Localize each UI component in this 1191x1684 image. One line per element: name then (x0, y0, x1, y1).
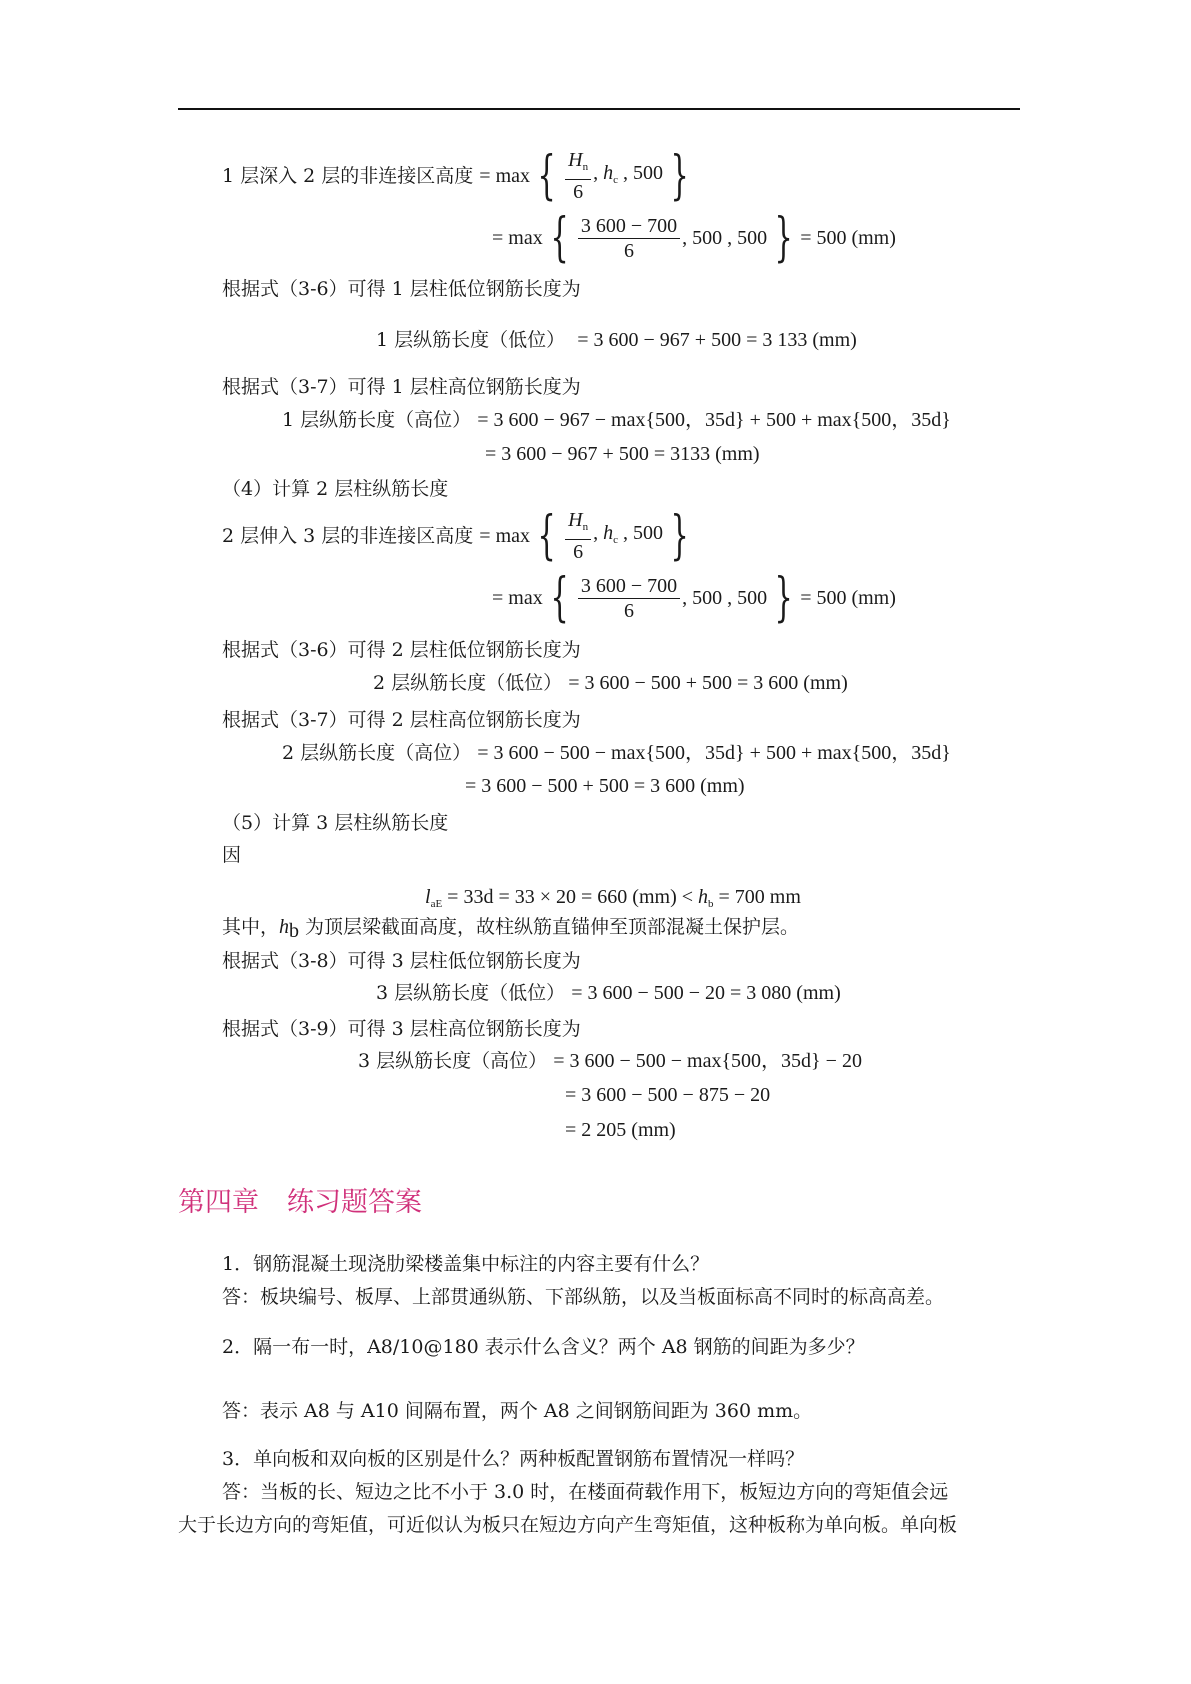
l2-low-formula: 2 层纵筋长度（低位） = 3 600 − 500 + 500 = 3 600 (mm) (373, 672, 848, 694)
chapter-number: 第四章 (178, 1187, 259, 1218)
ref-3-6-a: 根据式（3-6）可得 1 层柱低位钢筋长度为 (222, 278, 581, 300)
l1-high-result: = 3 600 − 967 + 500 = 3133 (mm) (485, 443, 760, 465)
lae-formula: $l_{aE} = 33d = 33 \times 20 = 660$ $(mm) < h_b = 700$ mm (425, 886, 801, 910)
eq2b-line: = max { $\frac{3 600 - 700}{6}$ , 500 , 500 } = 500 (mm) (492, 568, 896, 628)
section-4: （4）计算 2 层柱纵筋长度 (222, 478, 449, 500)
section-5: （5）计算 3 层柱纵筋长度 (222, 812, 449, 834)
eq2-line: 2 层伸入 3 层的非连接区高度 = max { $\frac{H_n}{6}$ , $h_c$ , 500 } (222, 506, 689, 566)
header-rule (178, 108, 1020, 110)
l3-high-result: = 2 205 (mm) (565, 1119, 676, 1141)
ref-3-9: 根据式（3-9）可得 3 层柱高位钢筋长度为 (222, 1018, 581, 1040)
fraction-3600-700: $\frac{3 600 - 700}{6}$ (578, 214, 680, 263)
eq1-line: 1 层深入 2 层的非连接区高度 = max { $\frac{H_n}{6}$ , $h_c$ , 500 } (222, 146, 689, 206)
l3-low-formula: 3 层纵筋长度（低位） = 3 600 − 500 − 20 = 3 080 (mm) (376, 982, 841, 1004)
hb-explanation: 其中，$h_b$ 为顶层梁截面高度，故柱纵筋直锚伸至顶部混凝土保护层。 (222, 916, 800, 942)
yin-text: 因 (222, 844, 242, 866)
ref-3-7-a: 根据式（3-7）可得 1 层柱高位钢筋长度为 (222, 376, 581, 398)
eq1-eq: = max (479, 165, 531, 187)
l3-high-step: = 3 600 − 500 − 875 − 20 (565, 1084, 771, 1106)
l1-low-formula: 1 层纵筋长度（低位） = 3 600 − 967 + 500 = 3 133 (mm) (376, 329, 857, 351)
brace-right: } (670, 146, 689, 206)
brace-left: { (537, 146, 556, 206)
eq1b-line: = max { $\frac{3 600 - 700}{6}$ , 500 , 500 } = 500 (mm) (492, 208, 896, 268)
ref-3-6-b: 根据式（3-6）可得 2 层柱低位钢筋长度为 (222, 639, 581, 661)
question-1: 1．钢筋混凝土现浇肋梁楼盖集中标注的内容主要有什么？ (222, 1253, 710, 1275)
answer-1: 答：板块编号、板厚、上部贯通纵筋、下部纵筋，以及当板面标高不同时的标高高差。 (222, 1286, 945, 1308)
eq1-label: 1 层深入 2 层的非连接区高度 (222, 165, 474, 187)
chapter-heading (178, 1180, 422, 1219)
answer-3-line-1: 答：当板的长、短边之比不小于 3.0 时，在楼面荷载作用下，板短边方向的弯矩值会远 (222, 1481, 949, 1503)
answer-3-line-2: 大于长边方向的弯矩值，可近似认为板只在短边方向产生弯矩值，这种板称为单向板。单向板 (178, 1514, 958, 1536)
l2-high-formula: 2 层纵筋长度（高位） = 3 600 − 500 − max{500，35d} + 500 + max{500，35d} (282, 742, 951, 764)
answer-2: 答：表示 A8 与 A10 间隔布置，两个 A8 之间钢筋间距为 360 mm。 (222, 1400, 813, 1422)
question-2: 2．隔一布一时，A8/10@180 表示什么含义？两个 A8 钢筋的间距为多少？ (222, 1336, 865, 1358)
chapter-title: 练习题答案 (287, 1187, 422, 1218)
ref-3-8: 根据式（3-8）可得 3 层柱低位钢筋长度为 (222, 950, 581, 972)
ref-3-7-b: 根据式（3-7）可得 2 层柱高位钢筋长度为 (222, 709, 581, 731)
l2-high-result: = 3 600 − 500 + 500 = 3 600 (mm) (465, 775, 745, 797)
question-3: 3．单向板和双向板的区别是什么？两种板配置钢筋布置情况一样吗？ (222, 1448, 805, 1470)
l3-high-formula: 3 层纵筋长度（高位） = 3 600 − 500 − max{500，35d} − 20 (358, 1050, 862, 1072)
l1-high-formula: 1 层纵筋长度（高位） = 3 600 − 967 − max{500，35d} + 500 + max{500，35d} (282, 409, 951, 431)
fraction-hn-6: $\frac{H_n}{6}$ (565, 148, 591, 204)
